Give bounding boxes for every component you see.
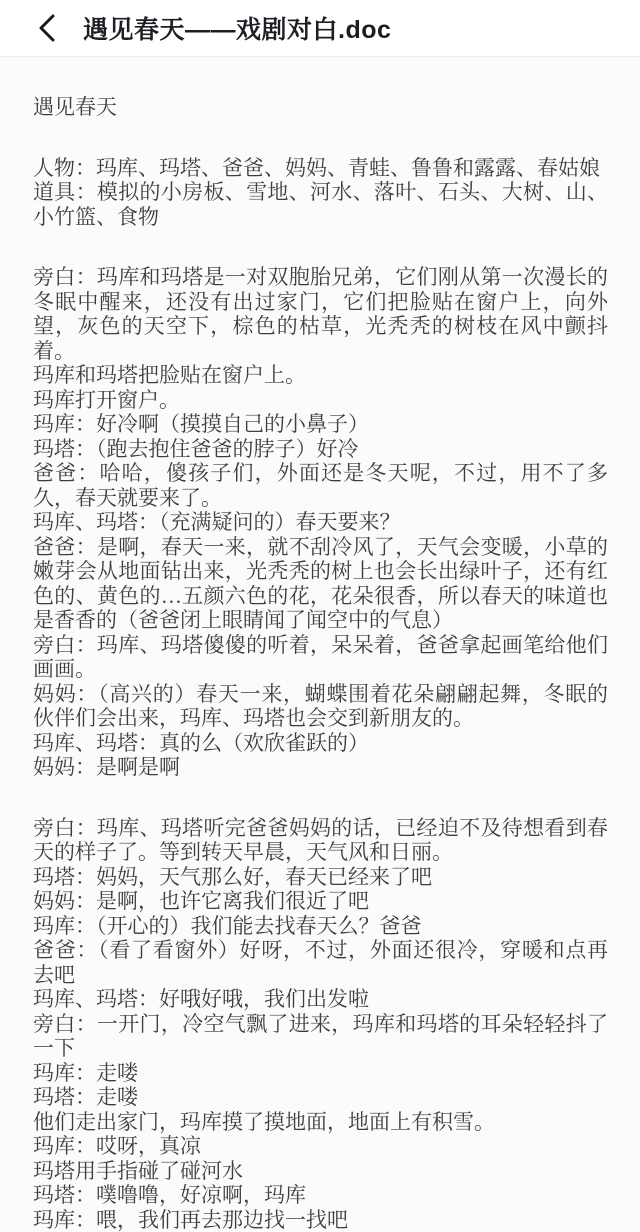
back-button[interactable] xyxy=(36,11,66,45)
document-filename: 遇见春天——戏剧对白.doc xyxy=(83,10,391,46)
paragraph: 遇见春天 xyxy=(33,95,608,120)
header-bar xyxy=(0,0,640,57)
paragraph: 旁白：玛库、玛塔听完爸爸妈妈的话，已经迫不及待想看到春天的样子了。等到转天早晨，天气风和日丽。 xyxy=(33,816,608,865)
document-body xyxy=(0,57,640,1232)
paragraph: 玛库：喂，我们再去那边找一找吧 xyxy=(33,1208,608,1232)
paragraph: 玛库和玛塔把脸贴在窗户上。 xyxy=(33,363,608,388)
paragraph: 玛塔：噗噜噜，好凉啊，玛库 xyxy=(33,1183,608,1208)
paragraph: 玛塔：走喽 xyxy=(33,1085,608,1110)
paragraph: 玛库：（开心的）我们能去找春天么？爸爸 xyxy=(33,914,608,939)
paragraph: 玛库、玛塔：好哦好哦，我们出发啦 xyxy=(33,987,608,1012)
paragraph: 玛库：走喽 xyxy=(33,1061,608,1086)
paragraph: 玛塔：（跑去抱住爸爸的脖子）好冷 xyxy=(33,437,608,462)
paragraph: 玛塔用手指碰了碰河水 xyxy=(33,1159,608,1184)
paragraph: 爸爸：哈哈，傻孩子们，外面还是冬天呢，不过，用不了多久，春天就要来了。 xyxy=(33,461,608,510)
paragraph: 玛库、玛塔：真的么（欢欣雀跃的） xyxy=(33,731,608,756)
paragraph: 玛库、玛塔：（充满疑问的）春天要来？ xyxy=(33,510,608,535)
paragraph: 旁白：玛库和玛塔是一对双胞胎兄弟，它们刚从第一次漫长的冬眠中醒来，还没有出过家门，它们把脸贴在窗户上，向外望，灰色的天空下，棕色的枯草，光秃秃的树枝在风中颤抖着。 xyxy=(33,265,608,363)
paragraph: 玛库：好冷啊（摸摸自己的小鼻子） xyxy=(33,412,608,437)
paragraph: 爸爸：（看了看窗外）好呀，不过，外面还很冷，穿暖和点再去吧 xyxy=(33,938,608,987)
paragraph: 人物：玛库、玛塔、爸爸、妈妈、青蛙、鲁鲁和露露、春姑娘 xyxy=(33,156,608,181)
paragraph: 旁白：玛库、玛塔傻傻的听着，呆呆着，爸爸拿起画笔给他们画画。 xyxy=(33,633,608,682)
paragraph: 旁白：一开门，冷空气飘了进来，玛库和玛塔的耳朵轻轻抖了一下 xyxy=(33,1012,608,1061)
chevron-left-icon xyxy=(36,13,58,43)
blank-line xyxy=(33,120,608,156)
paragraph: 妈妈：是啊，也许它离我们很近了吧 xyxy=(33,889,608,914)
blank-line xyxy=(33,780,608,816)
paragraph: 妈妈：（高兴的）春天一来，蝴蝶围着花朵翩翩起舞，冬眠的伙伴们会出来，玛库、玛塔也会交到新朋友的。 xyxy=(33,682,608,731)
paragraph: 他们走出家门，玛库摸了摸地面，地面上有积雪。 xyxy=(33,1110,608,1135)
paragraph: 妈妈：是啊是啊 xyxy=(33,755,608,780)
blank-line xyxy=(33,229,608,265)
paragraph: 玛库：哎呀，真凉 xyxy=(33,1134,608,1159)
paragraph: 道具：模拟的小房板、雪地、河水、落叶、石头、大树、山、小竹篮、食物 xyxy=(33,180,608,229)
paragraph: 爸爸：是啊，春天一来，就不刮冷风了，天气会变暖，小草的嫩芽会从地面钻出来，光秃秃的树上也会长出绿叶子，还有红色的、黄色的…五颜六色的花，花朵很香，所以春天的味道也是香香的（爸爸闭上眼睛闻了闻空中的气息） xyxy=(33,535,608,633)
paragraph: 玛塔：妈妈，天气那么好，春天已经来了吧 xyxy=(33,865,608,890)
paragraph: 玛库打开窗户。 xyxy=(33,388,608,413)
